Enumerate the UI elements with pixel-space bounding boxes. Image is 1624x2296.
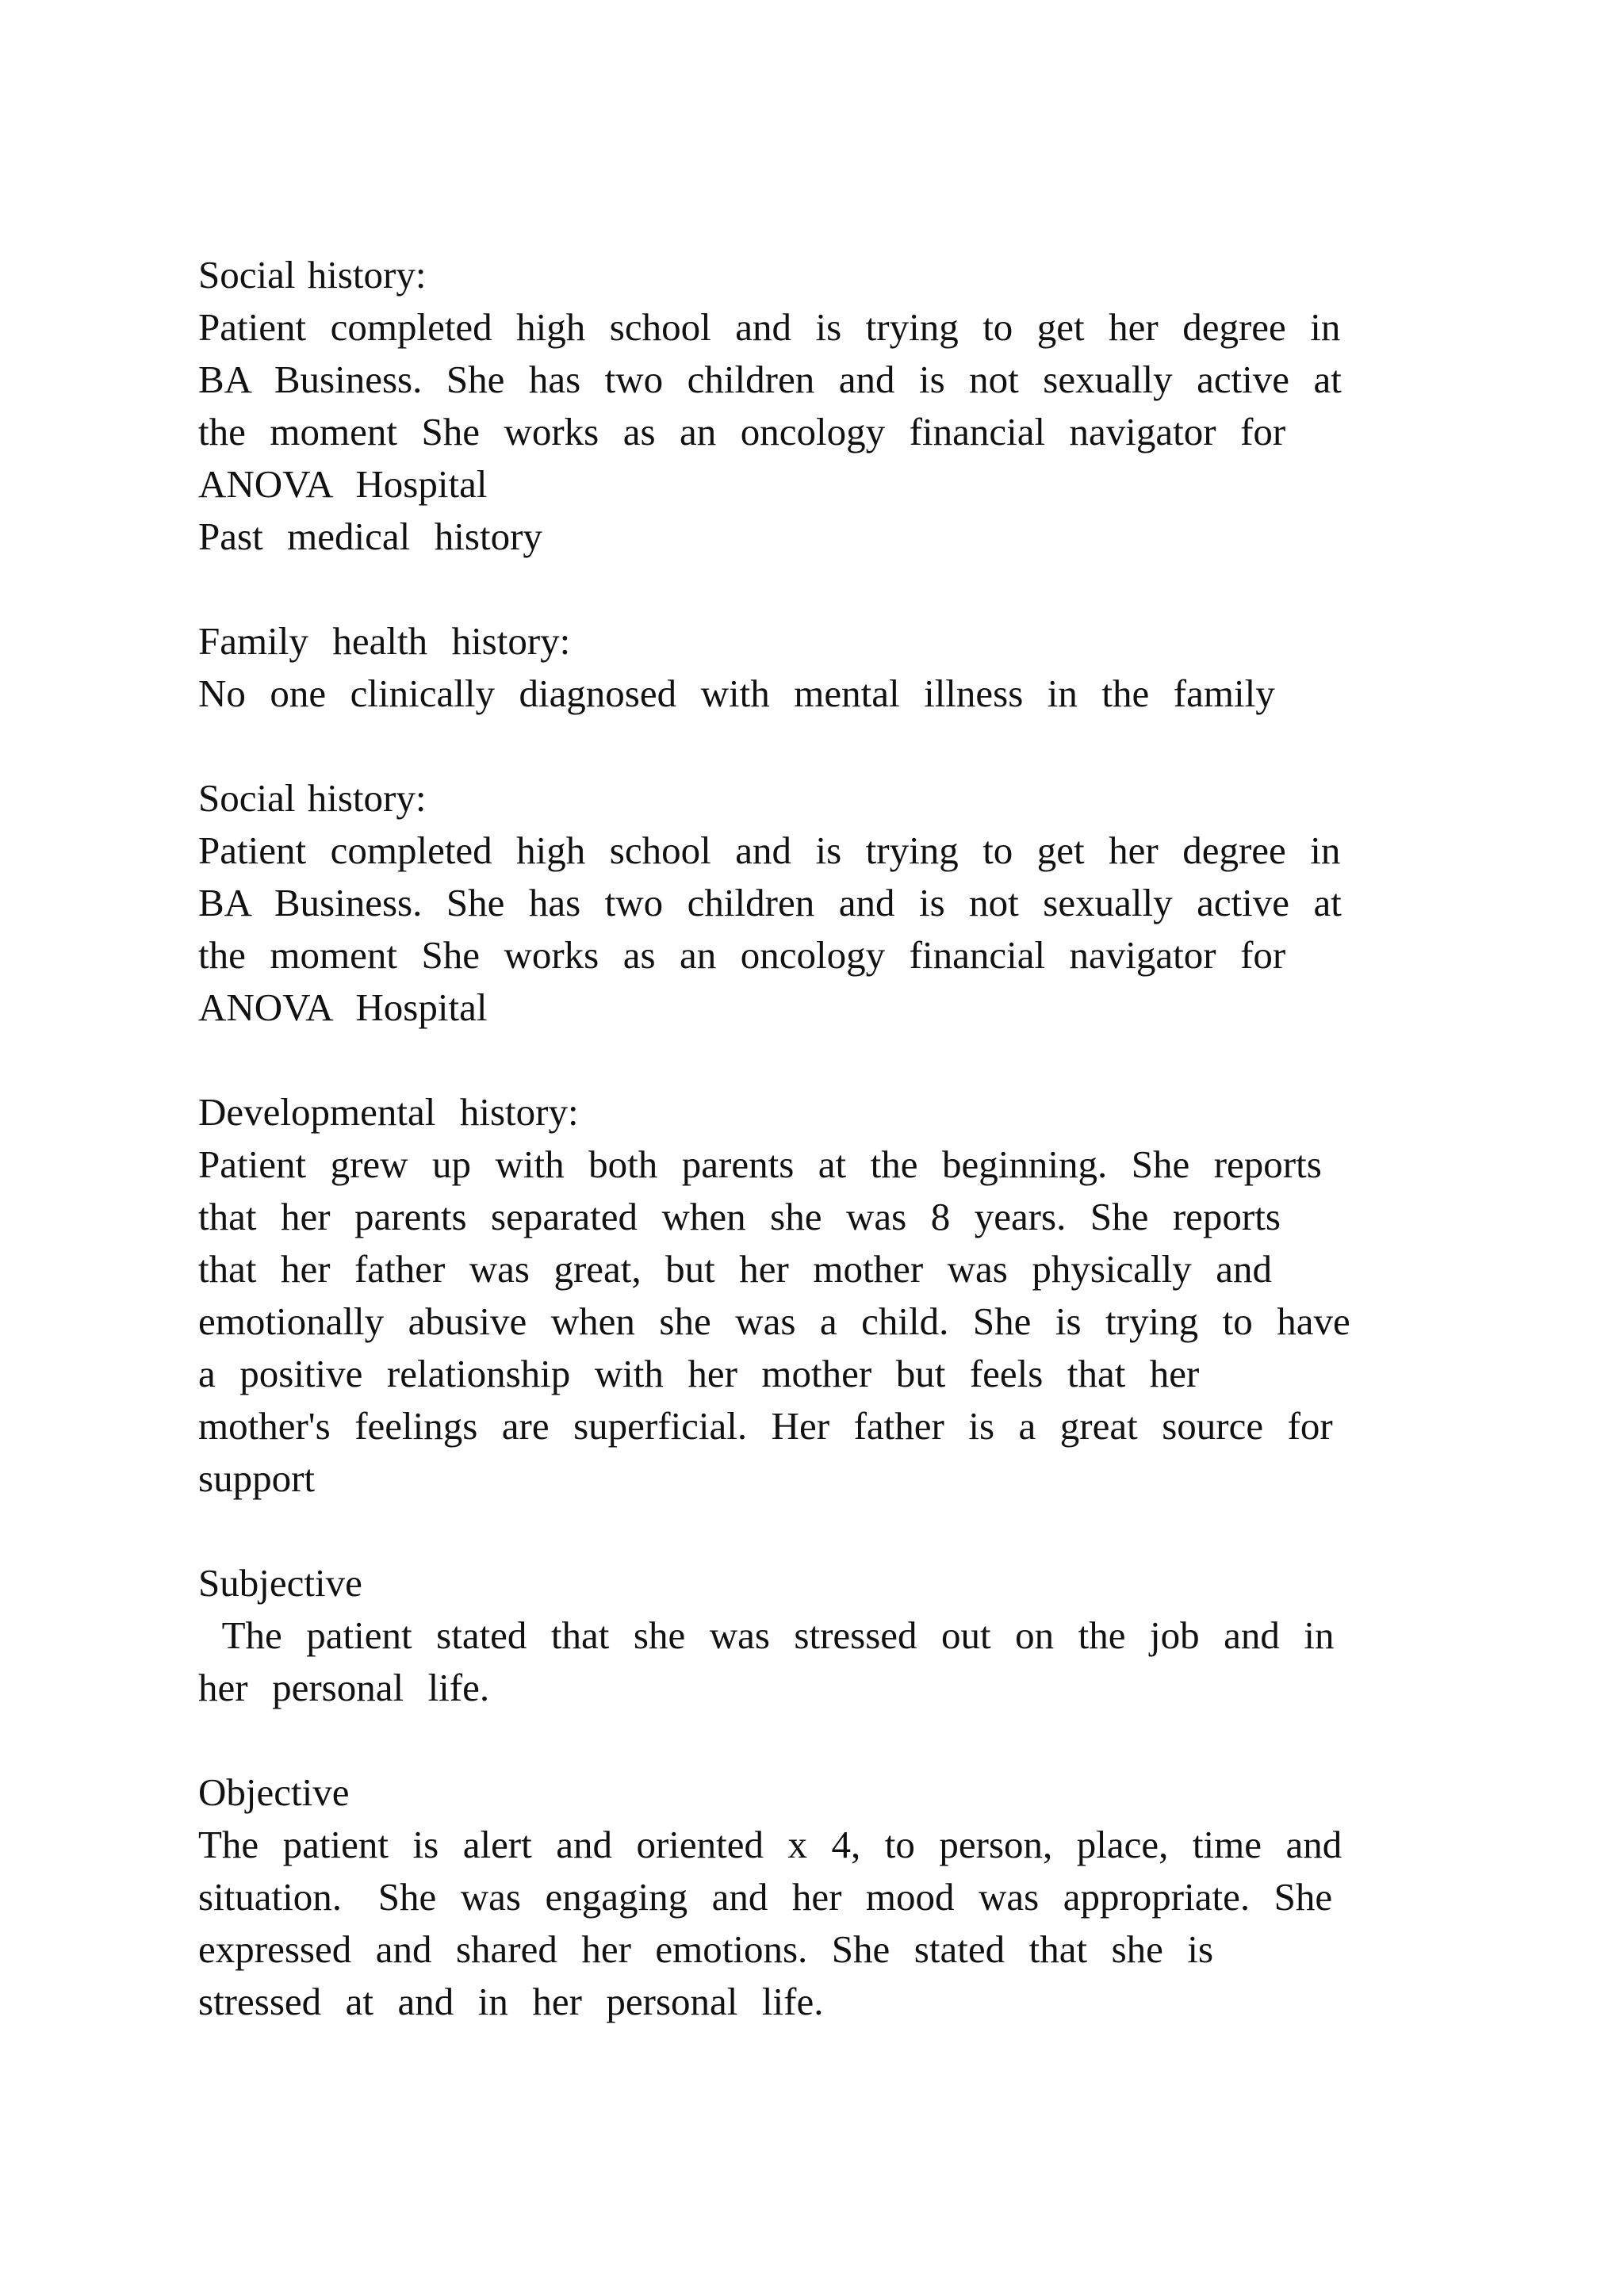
text-line: that her father was great, but her mother was physically and xyxy=(198,1247,1273,1291)
text-line: support xyxy=(198,1456,315,1500)
text-line: stressed at and in her personal life. xyxy=(198,1980,824,2023)
text-line: Past medical history xyxy=(198,515,542,558)
text-line: Social history: xyxy=(198,776,427,820)
document-body xyxy=(198,249,1467,2028)
text-line: Objective xyxy=(198,1770,350,1814)
text-line: Subjective xyxy=(198,1561,362,1605)
text-line: emotionally abusive when she was a child. She is trying to have xyxy=(198,1299,1350,1343)
text-line: No one clinically diagnosed with mental illness in the family xyxy=(198,672,1275,715)
text-line: ANOVA Hospital xyxy=(198,985,488,1029)
text-line: Family health history: xyxy=(198,619,571,663)
text-line: that her parents separated when she was 8 years. She reports xyxy=(198,1195,1281,1238)
text-line: the moment She works as an oncology financial navigator for xyxy=(198,410,1286,453)
blank-line xyxy=(198,563,1467,615)
text-line: BA Business. She has two children and is not sexually active at xyxy=(198,881,1342,924)
text-line: situation. She was engaging and her mood was appropriate. She xyxy=(198,1875,1333,1919)
text-line: mother's feelings are superficial. Her father is a great source for xyxy=(198,1404,1333,1448)
blank-line xyxy=(198,1714,1467,1766)
text-line: Patient completed high school and is trying to get her degree in xyxy=(198,828,1341,872)
text-line: her personal life. xyxy=(198,1666,490,1709)
blank-line xyxy=(198,1505,1467,1557)
text-line: Developmental history: xyxy=(198,1090,579,1134)
text-line: a positive relationship with her mother but feels that her xyxy=(198,1352,1200,1395)
text-line: BA Business. She has two children and is not sexually active at xyxy=(198,358,1342,401)
text-line: ANOVA Hospital xyxy=(198,462,488,506)
text-line: Social history: xyxy=(198,253,427,297)
text-line: Patient grew up with both parents at the beginning. She reports xyxy=(198,1142,1322,1186)
text-line: expressed and shared her emotions. She stated that she is xyxy=(198,1927,1214,1971)
text-line: the moment She works as an oncology financial navigator for xyxy=(198,933,1286,977)
blank-line xyxy=(198,720,1467,772)
text-line: The patient is alert and oriented x 4, to person, place, time and xyxy=(198,1823,1342,1866)
blank-line xyxy=(198,1034,1467,1086)
text-line: The patient stated that she was stressed out on the job and in xyxy=(198,1613,1335,1657)
text-line: Patient completed high school and is trying to get her degree in xyxy=(198,305,1341,349)
